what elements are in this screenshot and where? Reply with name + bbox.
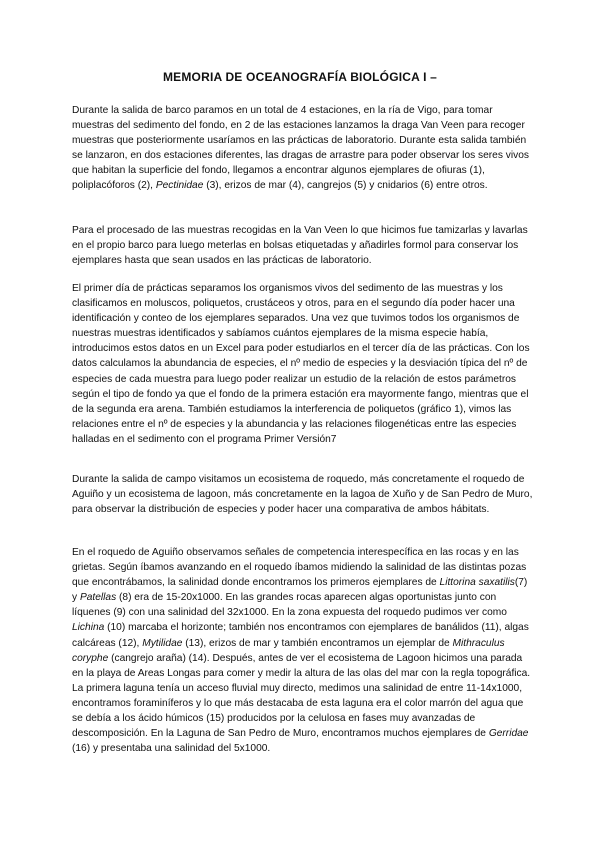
p5-species-lichina: Lichina: [72, 622, 105, 634]
paragraph-boat-trip: [72, 103, 534, 194]
p5-text-f: (cangrejo araña) (14). Después, antes de ver el ecosistema de Lagoon hicimos una parada en la playa de Areas Longas para comer y medir la altura de las olas del mar con la regla topográfica. La primera laguna tenía un acceso fluvial muy directo, medimos una salinidad de entre 11-14x1000, encontramos foraminíferos y lo que más destacaba de esta laguna era el color marrón del agua que se debía a los ácido húmicos (15) producidos por la celulosa en fases muy avanzadas de descomposición. En la Laguna de San Pedro de Muro, encontramos muchos ejemplares de: [72, 652, 531, 740]
paragraph-roquedo-aguino: [72, 545, 534, 756]
p5-species-mytilidae: Mytilidae: [142, 637, 183, 649]
p5-text-c: (8) era de 15-20x1000. En las grandes rocas aparecen algas oportunistas junto con líquenes (9) con una salinidad del 32x1000. En la zona expuesta del roquedo pudimos ver como: [72, 592, 507, 619]
p5-text-a: En el roquedo de Aguiño observamos señales de competencia interespecífica en las rocas y en las grietas. Según íbamos avanzando en el roquedo íbamos midiendo la salinidad de las distintas pozas que encontrábamos, la salinidad donde encontramos los primeros ejemplares de: [72, 547, 527, 589]
p1-text-b: (3), erizos de mar (4), cangrejos (5) y cnidarios (6) entre otros.: [203, 180, 488, 192]
p5-species-gerridae: Gerridae: [488, 728, 529, 740]
document-title: MEMORIA DE OCEANOGRAFÍA BIOLÓGICA I –: [162, 70, 438, 84]
p5-text-g: (16) y presentaba una salinidad del 5x1000.: [72, 743, 271, 755]
paragraph-field-trip: Durante la salida de campo visitamos un ecosistema de roquedo, más concretamente el roquedo de Aguiño y un ecosistema de lagoon, más concretamente en la lagoa de Xuño y de San Pedro de Muro, para observar la distribución de especies y poder hacer una comparativa de ambos hábitats.: [72, 474, 533, 516]
paragraph-lab-practice: El primer día de prácticas separamos los organismos vivos del sedimento de las muestras y los clasificamos en moluscos, poliquetos, crustáceos y otros, para en el segundo día poder hacer una identificación y conteo de los ejemplares separados. Una vez que tuvimos todos los organismos de nuestras muestras identificados y sabíamos cuántos ejemplares de la misma especie había, introducimos estos datos en un Excel para poder estudiarlos en el tercer día de las prácticas. Con los datos calculamos la abundancia de especies, el nº medio de especies y la desviación típica del nº de especies de cada muestra para luego poder realizar un estudio de la relación de estos parámetros según el tipo de fondo ya que el fondo de la primera estación era mayormente fango, mientras que el de la segunda era arena. También estudiamos la interferencia de poliquetos (gráfico 1), vimos las relaciones entre el nº de especies y la abundancia y las relaciones filogenéticas entre las especies halladas en el sedimento con el programa Primer Versión7: [72, 283, 530, 445]
p5-species-littorina: Littorina saxatilis: [439, 577, 515, 589]
p5-species-mithraculus: Mithraculus coryphe: [72, 637, 505, 664]
p5-text-e: (13), erizos de mar y también encontramos un ejemplar de: [182, 637, 453, 649]
paragraph-sample-processing: Para el procesado de las muestras recogidas en la Van Veen lo que hicimos fue tamizarlas y lavarlas en el propio barco para luego meterlas en bolsas etiquetadas y añadirles formol para conservar los ejemplares hasta que sean usados en las prácticas de laboratorio.: [72, 225, 528, 267]
p1-text-a: Durante la salida de barco paramos en un total de 4 estaciones, en la ría de Vigo, para tomar muestras del sedimento del fondo, en 2 de las estaciones lanzamos la draga Van Veen para recoger muestras que posteriormente usaríamos en las prácticas de laboratorio. Durante esta salida también se lanzaron, en dos estaciones diferentes, las dragas de arrastre para poder observar los seres vivos que habitan la superficie del fondo, llegamos a encontrar algunos ejemplares de ofiuras (1), poliplacóforos (2),: [72, 105, 529, 192]
p5-species-patellas: Patellas: [79, 592, 117, 604]
p1-species-pectinidae: Pectinidae: [155, 180, 204, 192]
p5-text-b: (7) y: [72, 577, 528, 604]
p5-text-d: (10) marcaba el horizonte; también nos encontramos con ejemplares de banálidos (11), algas calcáreas (12),: [72, 622, 529, 649]
